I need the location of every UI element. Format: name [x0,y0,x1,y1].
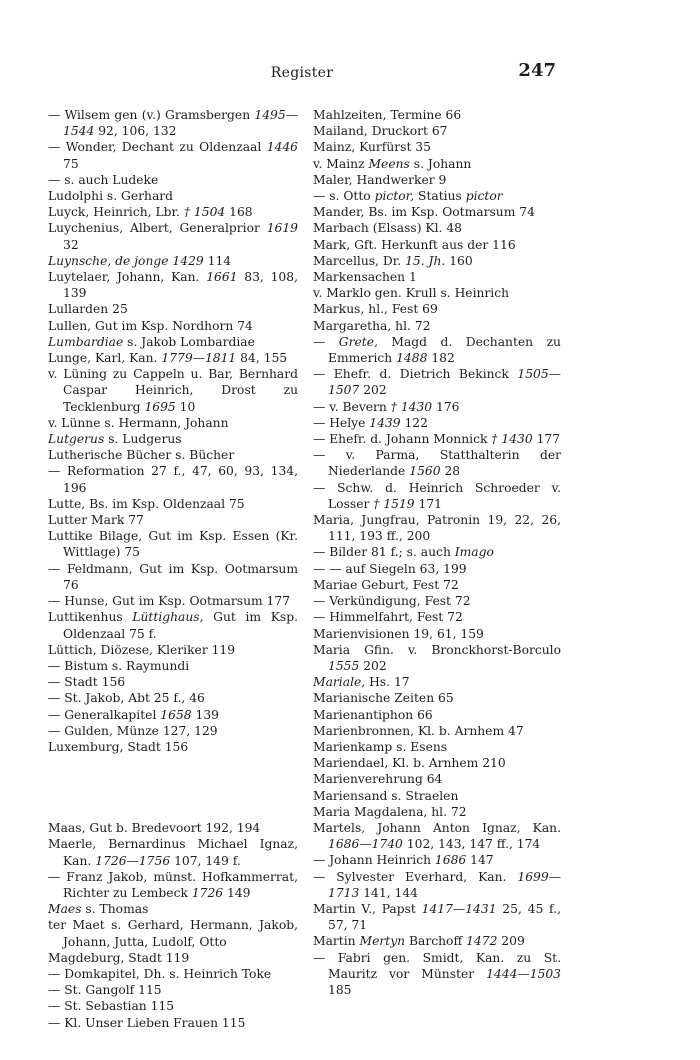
index-entry [48,593,298,609]
index-entry-text: 185 [328,982,352,997]
index-entry-italic-text: 1686—1740 [328,837,403,852]
index-entry [313,642,561,674]
index-entry [48,820,298,836]
index-entry-text: Luxemburg, Stadt 156 [48,739,189,754]
index-entry [48,950,298,966]
index-entry-text: — v. Parma, Statthalterin der Niederlande [313,448,561,479]
index-entry-text: Luyck, Heinrich, Lbr. [48,205,184,220]
index-entry [48,350,298,366]
index-entry-text: — Franz Jakob, münst. Hofkammerrat, Richter zu Lembeck [48,869,298,900]
index-entry-text: Marienbronnen, Kl. b. Arnhem 47 [313,723,524,738]
index-entry [48,658,298,674]
index-entry [313,480,561,512]
index-entry [313,739,561,755]
index-entry-text: Magd d. Dechanten zu Emmerich [328,334,561,366]
index-entry [48,966,298,982]
index-entry [313,447,561,479]
index-entry [313,269,561,285]
index-entry [313,674,561,690]
index-entry [313,723,561,739]
index-column-left [48,107,298,1031]
index-entry [313,139,561,155]
index-entry [48,269,298,301]
index-entry [48,690,298,706]
index-entry-text: Marienkamp s. Esens [313,739,448,754]
index-entry-text: ter Maet s. Gerhard, Hermann, Jakob, Johann, Jutta, Ludolf, Otto [48,918,298,949]
index-entry-text: — Johann Heinrich [313,853,435,868]
index-entry [48,512,298,528]
index-entry [313,544,561,560]
index-entry [313,366,561,398]
index-entry [48,998,298,1014]
index-entry-text: 168 [225,205,253,220]
index-entry-text: — Kl. Unser Lieben Frauen 115 [48,1015,246,1030]
index-entry [48,739,298,755]
index-entry [48,366,298,415]
index-entry-italic-text: Lüttighaus, [132,610,204,625]
index-entry-text: 141, 144 [359,885,418,900]
index-entry-text: Maria, Jungfrau, Patronin 19, 22, 26, 111, 193 ff., 200 [313,513,561,544]
index-entry-text: — Ehefr. d. Johann Monnick [313,432,492,447]
index-entry [48,188,298,204]
index-entry [313,512,561,544]
index-entry [48,982,298,998]
index-entry [313,561,561,577]
page-number: 247 [518,60,556,81]
index-entry-text: 25, 45 f., 57, 71 [328,901,561,933]
index-entry-text: Mailand, Druckort 67 [313,124,448,139]
index-entry-text: Lutherische Bücher s. Bücher [48,448,235,463]
index-entry-text: — Fabri gen. Smidt, Kan. zu St. Mauritz vor Münster [313,950,561,981]
index-entry-text: Mariae Geburt, Fest 72 [313,577,459,592]
index-entry-text: Marcellus, Dr. [313,253,406,268]
index-entry-text: — Helye [313,415,370,430]
index-entry-italic-text: 1699—1713 [328,869,561,900]
index-entry [313,577,561,593]
index-entry [313,626,561,642]
index-entry-text: Lullen, Gut im Ksp. Nordhorn 74 [48,318,253,333]
index-entry-text: — St. Jakob, Abt 25 f., 46 [48,691,205,706]
index-entry-text: — Verkündigung, Fest 72 [313,594,471,609]
index-entry-italic-text: 1560 [409,464,441,479]
index-entry-italic-text: 1726 [191,885,224,900]
index-entry-text: Lullarden 25 [48,302,128,317]
index-entry [313,107,561,123]
index-entry [48,204,298,220]
index-entry [48,528,298,560]
index-entry-text: Marianische Zeiten 65 [313,691,454,706]
index-entry-text: 139 [191,707,219,722]
index-entry-italic-text: Lumbardiae [48,334,124,349]
index-entry-text: Martin [313,934,360,949]
index-entry-text: — v. Bevern [313,399,391,414]
index-entry [48,1015,298,1031]
index-entry [313,301,561,317]
index-entry-italic-text: 15. Jh. [405,253,446,268]
index-entry-italic-text: † 1430 [390,399,433,414]
index-entry-text: — Hunse, Gut im Ksp. Ootmarsum 177 [48,594,291,609]
index-entry [313,172,561,188]
index-entry-text: Mariendael, Kl. b. Arnhem 210 [313,756,506,771]
index-entry-italic-text: † 1519 [373,496,415,511]
index-entry-text: Marienvisionen 19, 61, 159 [313,626,484,641]
index-entry-text: 10 [175,399,196,414]
index-entry-italic-text: Imago [454,545,494,560]
index-entry [48,253,298,269]
index-entry-text: 177 [532,432,561,447]
index-entry-italic-text: Maes [48,902,82,917]
index-entry-text: Mark, Gft. Herkunft aus der 116 [313,237,516,252]
index-entry-text: 209 [497,934,525,949]
index-entry-text: — St. Sebastian 115 [48,999,175,1014]
index-entry [48,172,298,188]
index-entry-text: Maria Gfin. v. Bronckhorst-Borculo [313,642,561,657]
index-entry-italic-text: † 1504 [183,205,226,220]
index-entry-text: 32 [63,237,79,252]
index-entry-text: — Gulden, Münze 127, 129 [48,723,218,738]
index-entry-text: Lutte, Bs. im Ksp. Oldenzaal 75 [48,496,245,511]
index-entry [48,415,298,431]
index-entry [48,561,298,593]
index-entry-italic-text: † 1430 [491,432,533,447]
index-entry [313,593,561,609]
index-entry [313,804,561,820]
index-entry-italic-text: 1726—1756 [95,853,171,868]
index-entry [48,463,298,495]
index-entry-italic-text: pictor [465,189,503,204]
index-entry [48,674,298,690]
index-entry [313,788,561,804]
index-entry-text: — Ehefr. d. Dietrich Bekinck [313,367,518,382]
index-entry [313,318,561,334]
index-entry-italic-text: 1439 [369,415,401,430]
index-entry [48,107,298,139]
index-entry [313,820,561,852]
index-entry-italic-text: Luynsche, de jonge 1429 [48,253,204,268]
index-entry-text: 122 [400,415,428,430]
index-entry-text: Margaretha, hl. 72 [313,318,431,333]
index-entry [48,723,298,739]
index-entry-text: Martels, Johann Anton Ignaz, Kan. [313,820,561,835]
index-entry [313,707,561,723]
index-entry-italic-text: 1619 [266,221,298,236]
index-entry-text: v. Lüning zu Cappeln u. Bar, Bernhard Caspar Heinrich, Drost zu Tecklenburg [48,367,298,414]
index-entry-text: Marbach (Elsass) Kl. 48 [313,221,462,236]
index-entry [313,237,561,253]
index-entry-italic-text: 1779—1811 [161,351,237,366]
index-entry-text: — [313,334,339,349]
index-entry [48,642,298,658]
index-entry-text: Luytelaer, Johann, Kan. [48,270,207,285]
index-entry [313,755,561,771]
index-entry-text: Markus, hl., Fest 69 [313,302,438,317]
index-entry-text: 92, 106, 132 [94,124,177,139]
index-entry-text: 149 [223,885,251,900]
index-entry-italic-text: 1495—1544 [63,108,298,139]
index-entry-text: 182 [427,351,455,366]
index-entry-text: — s. Otto [313,189,375,204]
running-header [48,60,556,90]
index-entry-text: — Reformation 27 f., 47, 60, 93, 134, 196 [48,464,298,495]
index-entry-text: Maas, Gut b. Bredevoort 192, 194 [48,821,261,836]
index-entry-italic-text: 1472 [466,934,498,949]
index-entry-text: — Stadt 156 [48,675,126,690]
index-entry-text: Lüttich, Diözese, Kleriker 119 [48,642,236,657]
index-entry-italic-text: Meens [368,156,410,171]
index-entry [48,431,298,447]
index-entry-text: Markensachen 1 [313,270,417,285]
index-entry [48,901,298,917]
index-entry [313,334,561,366]
index-entry-italic-text: pictor, [374,189,415,204]
index-entry-text: Maler, Handwerker 9 [313,172,447,187]
index-entry-italic-text: 1658 [160,707,192,722]
index-entry [313,901,561,933]
index-entry-italic-text: 1695 [144,399,176,414]
index-entry-text: — Domkapitel, Dh. s. Heinrich Toke [48,966,272,981]
index-entry [313,253,561,269]
index-entry-text: s. Johann [409,156,472,171]
index-entry-text: — Wonder, Dechant zu Oldenzaal [48,140,267,155]
index-entry [313,431,561,447]
index-entry-text: Luttike Bilage, Gut im Ksp. Essen (Kr. Wittlage) 75 [48,529,298,560]
index-entry-text: s. Ludgerus [104,432,182,447]
index-entry-text: Maerle, Bernardinus Michael Ignaz, Kan. [48,837,298,868]
index-entry-text: Marienantiphon 66 [313,707,433,722]
index-entry-text: s. Jakob Lombardiae [123,334,255,349]
index-entry-text: Mariensand s. Straelen [313,788,459,803]
index-entry [48,139,298,171]
index-entry-text: Mander, Bs. im Ksp. Ootmarsum 74 [313,205,535,220]
index-entry-text: 176 [432,399,460,414]
index-entry [313,220,561,236]
index-entry [48,917,298,949]
index-entry-text: s. Thomas [81,902,149,917]
index-entry-text: 75 [63,156,79,171]
index-entry-italic-text: 1488 [396,351,428,366]
index-entry-text: 202 [359,658,387,673]
index-entry-text: 84, 155 [236,351,288,366]
index-entry-text: 171 [414,496,443,511]
index-entry-text: Gut im Ksp. Oldenzaal 75 f. [63,610,298,641]
index-entry [313,690,561,706]
index-entry-text: 160 [445,253,473,268]
index-entry-italic-text: 1505—1507 [328,367,561,398]
index-entry-italic-text: Lutgerus [48,432,105,447]
index-entry [313,609,561,625]
index-entry-italic-text: 1446 [266,140,298,155]
index-entry-text: Statius [414,189,466,204]
index-entry [313,933,561,949]
index-entry [48,869,298,901]
index-entry [313,869,561,901]
index-entry-text: 202 [359,383,387,398]
index-entry-text: 28 [440,464,461,479]
index-entry [313,204,561,220]
index-entry [48,334,298,350]
index-entry [313,285,561,301]
index-entry-text: — Sylvester Everhard, Kan. [313,869,518,884]
index-entry-italic-text: 1661 [206,270,238,285]
index-entry-text: 83, 108, 139 [63,270,298,301]
index-entry [313,771,561,787]
index-entry-text: 102, 143, 147 ff., 174 [402,837,541,852]
index-entry-text: Martin V., Papst [313,901,422,916]
index-entry-text: Lunge, Karl, Kan. [48,351,162,366]
index-entry-text: 114 [203,253,232,268]
index-entry-text: 107, 149 f. [170,853,241,868]
index-entry [48,496,298,512]
index-entry-text: Mainz, Kurfürst 35 [313,140,431,155]
index-entry-italic-text: Grete, [338,334,378,349]
index-entry [48,707,298,723]
index-entry-text: Luychenius, Albert, Generalprior [48,221,267,236]
index-entry-text: Mahlzeiten, Termine 66 [313,108,462,122]
index-entry-italic-text: 1555 [328,658,360,673]
index-column-right [313,107,561,998]
index-entry-text: Lutter Mark 77 [48,513,144,528]
index-entry [313,188,561,204]
index-entry [313,415,561,431]
index-entry-italic-text: 1444—1503 [486,966,561,981]
index-entry [48,836,298,868]
index-entry-text: — Wilsem gen (v.) Gramsbergen [48,108,255,122]
index-entry-text: v. Mainz [313,156,369,171]
index-entry-text: Maria Magdalena, hl. 72 [313,804,467,819]
index-entry-italic-text: 1417—1431 [421,901,497,916]
index-entry-italic-text: Mariale, [313,675,366,690]
index-entry-text: — Feldmann, Gut im Ksp. Ootmarsum 76 [48,561,298,592]
index-entry-text: — Bilder 81 f.; s. auch [313,545,455,560]
index-entry [313,123,561,139]
index-entry-text: — s. auch Ludeke [48,172,159,187]
index-entry [313,950,561,999]
index-entry-text: Ludolphi s. Gerhard [48,189,174,204]
index-entry-text: — Schw. d. Heinrich Schroeder v. Losser [313,480,561,511]
index-entry-italic-text: 1686 [434,853,467,868]
index-entry-text: Marienverehrung 64 [313,772,443,787]
index-entry-text: v. Lünne s. Hermann, Johann [48,415,229,430]
index-entry [48,447,298,463]
running-title: Register [270,65,334,81]
index-entry [313,399,561,415]
index-entry [48,220,298,252]
index-entry-text: — Himmelfahrt, Fest 72 [313,610,463,625]
index-entry-text: — — auf Siegeln 63, 199 [313,561,467,576]
index-entry [313,852,561,868]
index-entry-text: — Bistum s. Raymundi [48,658,190,673]
index-entry [48,318,298,334]
index-entry-text: Hs. 17 [365,675,410,690]
index-entry-text: 147 [466,853,494,868]
index-entry [48,609,298,641]
index-entry-text: v. Marklo gen. Krull s. Heinrich [313,286,510,301]
index-entry [313,156,561,172]
index-entry-text: Barchoff [405,934,467,949]
index-entry-text: — St. Gangolf 115 [48,983,162,998]
index-entry [48,301,298,317]
index-entry-text: Luttikenhus [48,610,133,625]
index-entry-text: Magdeburg, Stadt 119 [48,950,190,965]
index-entry-italic-text: Mertyn [359,934,406,949]
index-entry-text: — Generalkapitel [48,707,161,722]
